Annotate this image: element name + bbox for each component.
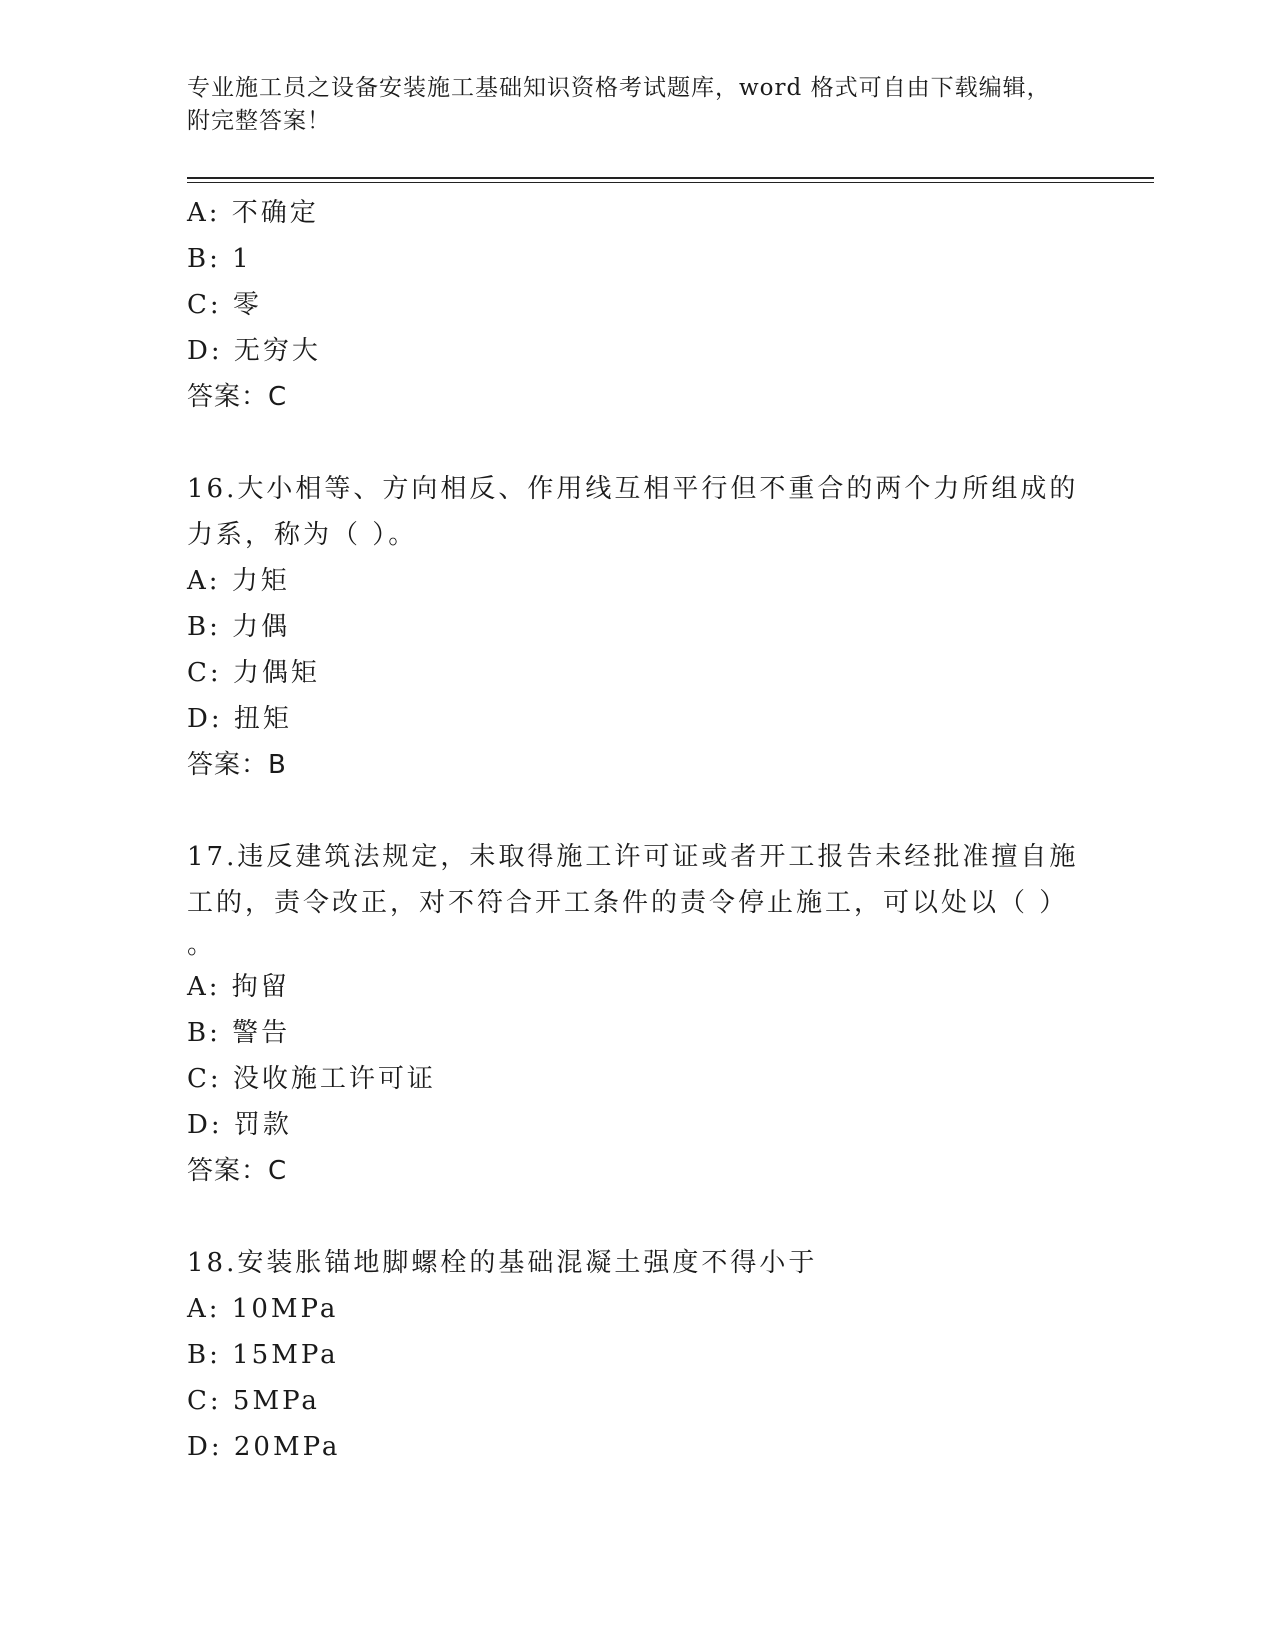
question-stem: 。 <box>187 930 217 960</box>
header-divider <box>187 177 1154 183</box>
option-d: D: 罚款 <box>187 1110 292 1140</box>
question-stem: 16.大小相等、方向相反、作用线互相平行但不重合的两个力所组成的 <box>187 474 1079 504</box>
question-stem: 力系，称为（ ）。 <box>187 520 418 550</box>
document-header <box>187 72 1107 138</box>
option-d: D: 20MPa <box>187 1432 341 1462</box>
question-16 <box>187 466 1087 788</box>
option-d: D: 扭矩 <box>187 704 292 734</box>
option-b: B: 1 <box>187 244 252 274</box>
answer-line: 答案：B <box>187 750 287 780</box>
question-18 <box>187 1240 1087 1470</box>
option-b: B: 力偶 <box>187 612 291 642</box>
option-b: B: 15MPa <box>187 1340 339 1370</box>
question-15-options <box>187 190 1087 420</box>
option-a: A: 10MPa <box>187 1294 339 1324</box>
option-a: A: 拘留 <box>187 972 290 1002</box>
option-a: A: 不确定 <box>187 198 319 228</box>
header-line-2: 附完整答案！ <box>187 108 331 134</box>
option-c: C: 零 <box>187 290 262 320</box>
header-line-1: 专业施工员之设备安装施工基础知识资格考试题库，word 格式可自由下载编辑， <box>187 75 1051 101</box>
option-c: C: 5MPa <box>187 1386 320 1416</box>
option-b: B: 警告 <box>187 1018 291 1048</box>
question-list <box>187 190 1087 1470</box>
answer-line: 答案：C <box>187 1156 288 1186</box>
question-stem: 18.安装胀锚地脚螺栓的基础混凝土强度不得小于 <box>187 1248 818 1278</box>
option-c: C: 力偶矩 <box>187 658 320 688</box>
answer-line: 答案：C <box>187 382 288 412</box>
option-c: C: 没收施工许可证 <box>187 1064 436 1094</box>
question-stem: 17.违反建筑法规定，未取得施工许可证或者开工报告未经批准擅自施 <box>187 842 1079 872</box>
option-d: D: 无穷大 <box>187 336 321 366</box>
question-stem: 工的，责令改正，对不符合开工条件的责令停止施工，可以处以（ ） <box>187 888 1069 918</box>
option-a: A: 力矩 <box>187 566 290 596</box>
question-17 <box>187 834 1087 1194</box>
